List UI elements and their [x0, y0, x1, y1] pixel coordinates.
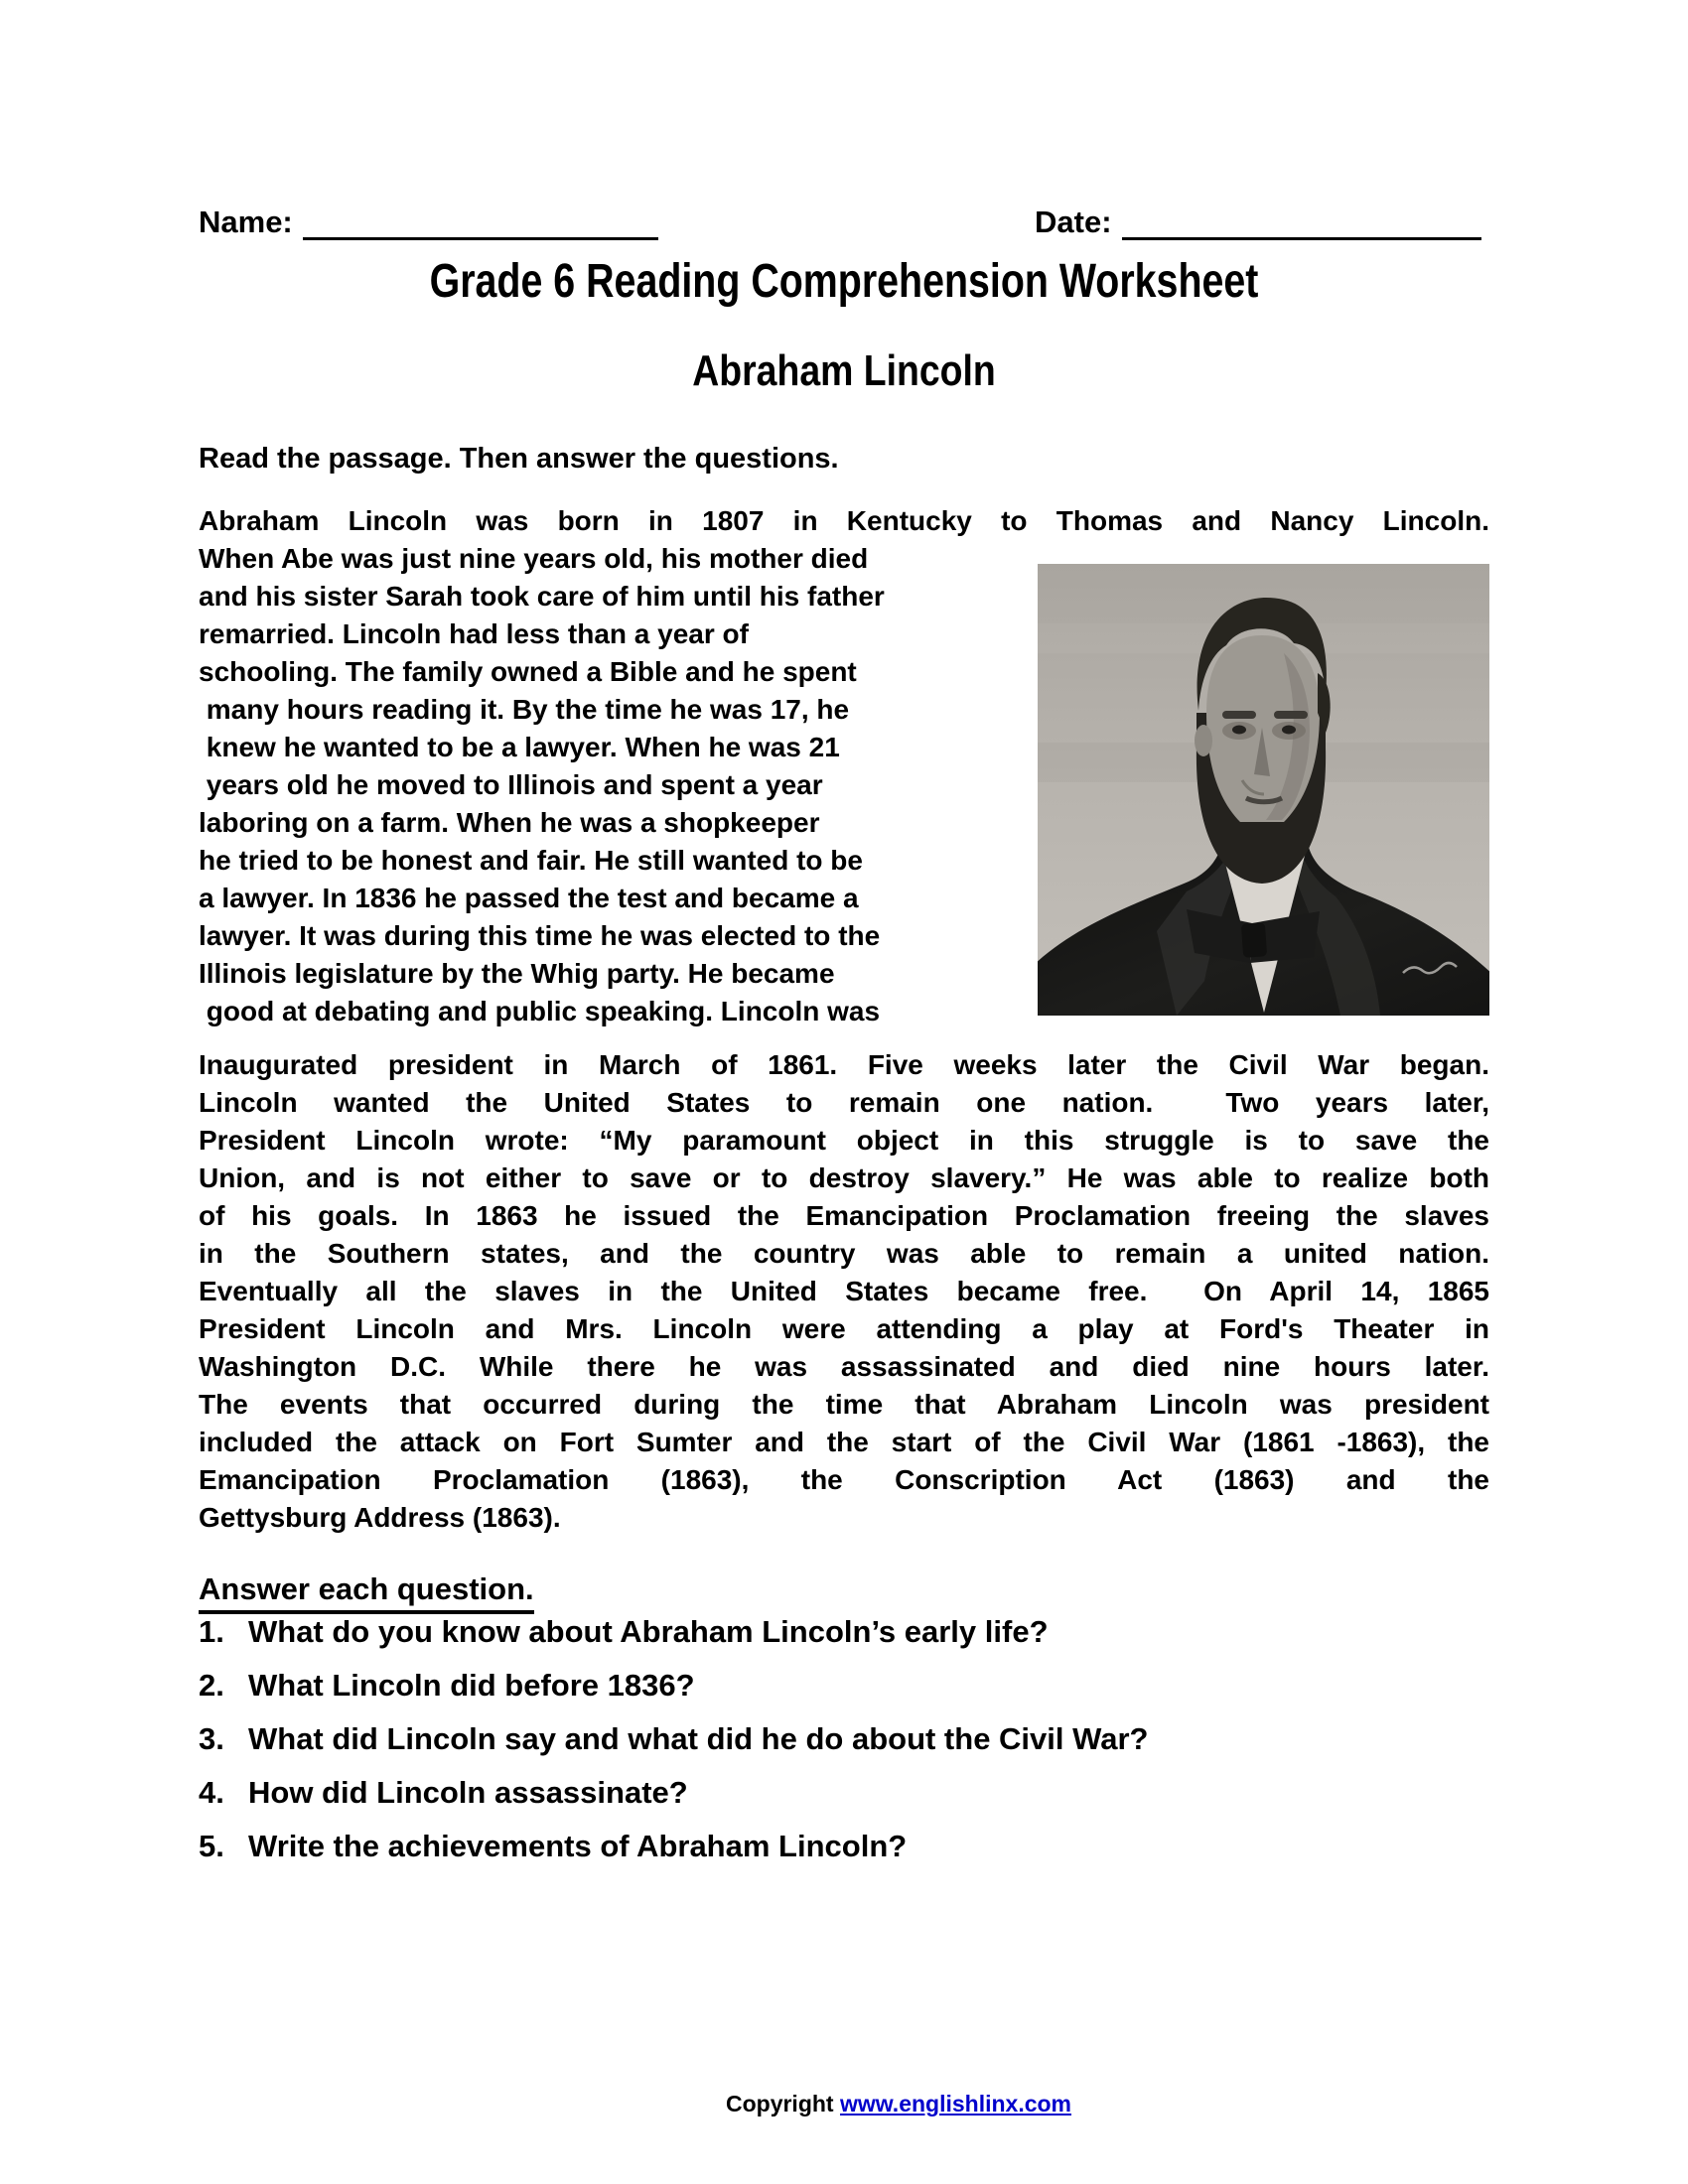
name-field-row	[199, 204, 658, 240]
reading-passage	[199, 502, 1489, 1537]
name-label: Name:	[199, 205, 293, 239]
englishlinx-link[interactable]: www.englishlinx.com	[839, 2091, 1072, 2116]
question-number: 1.	[199, 1614, 224, 1649]
passage-line: and his sister Sarah took care of him until his father	[199, 581, 885, 612]
passage-line: The events that occurred during the time that Abraham Lincoln was president	[199, 1389, 1489, 1420]
question-number: 5.	[199, 1829, 224, 1863]
passage-line: a lawyer. In 1836 he passed the test and became a	[199, 883, 859, 913]
passage-line: remarried. Lincoln had less than a year of	[199, 618, 749, 649]
passage-line: lawyer. It was during this time he was elected to the	[199, 920, 881, 951]
question-text: What Lincoln did before 1836?	[248, 1668, 695, 1703]
passage-line: he tried to be honest and fair. He still wanted to be	[199, 845, 863, 876]
lincoln-portrait-photo	[1038, 564, 1489, 1016]
passage-line: years old he moved to Illinois and spent a year	[199, 769, 823, 800]
copyright-label: Copyright	[725, 2091, 840, 2116]
page-title: Grade 6 Reading Comprehension Worksheet	[429, 255, 1259, 308]
passage-line: included the attack on Fort Sumter and the start of the Civil War (1861 -1863), the	[199, 1427, 1489, 1457]
question-list	[199, 1614, 1489, 1882]
question-item	[199, 1614, 1489, 1668]
passage-line: laboring on a farm. When he was a shopkeeper	[199, 807, 820, 838]
date-label: Date:	[1035, 205, 1112, 239]
page-subtitle: Abraham Lincoln	[692, 346, 996, 395]
passage-line: Union, and is not either to save or to destroy slavery.” He was able to realize both	[199, 1162, 1489, 1193]
question-text: Write the achievements of Abraham Lincoln?	[248, 1829, 908, 1863]
question-text: How did Lincoln assassinate?	[248, 1775, 688, 1810]
passage-instruction: Read the passage. Then answer the questions.	[199, 443, 839, 475]
question-text: What do you know about Abraham Lincoln’s early life?	[248, 1614, 1049, 1649]
question-number: 2.	[199, 1668, 224, 1703]
question-item	[199, 1829, 1489, 1882]
passage-line: President Lincoln and Mrs. Lincoln were attending a play at Ford's Theater in	[199, 1313, 1489, 1344]
passage-line: Gettysburg Address (1863).	[199, 1502, 561, 1533]
passage-line: in the Southern states, and the country was able to remain a united nation.	[199, 1238, 1489, 1269]
passage-line: Abraham Lincoln was born in 1807 in Kentucky to Thomas and Nancy Lincoln.	[199, 505, 1489, 536]
passage-line: Lincoln wanted the United States to remain one nation. Two years later,	[199, 1087, 1489, 1118]
passage-line: Washington D.C. While there he was assassinated and died nine hours later.	[199, 1351, 1489, 1382]
passage-line: many hours reading it. By the time he was 17, he	[199, 694, 850, 725]
question-text: What did Lincoln say and what did he do about the Civil War?	[248, 1721, 1149, 1756]
passage-line: schooling. The family owned a Bible and he spent	[199, 656, 857, 687]
passage-line: President Lincoln wrote: “My paramount object in this struggle is to save the	[199, 1125, 1489, 1156]
passage-line: Illinois legislature by the Whig party. He became	[199, 958, 835, 989]
passage-line: good at debating and public speaking. Lincoln was	[199, 996, 881, 1026]
passage-line: Emancipation Proclamation (1863), the Conscription Act (1863) and the	[199, 1464, 1489, 1495]
name-blank-line	[303, 204, 658, 240]
passage-line: Eventually all the slaves in the United States became free. On April 14, 1865	[199, 1276, 1489, 1306]
question-item	[199, 1721, 1489, 1775]
passage-line: of his goals. In 1863 he issued the Emancipation Proclamation freeing the slaves	[199, 1200, 1489, 1231]
passage-line: knew he wanted to be a lawyer. When he was 21	[199, 732, 840, 762]
copyright-footer	[253, 2091, 1544, 2117]
passage-line: Inaugurated president in March of 1861. Five weeks later the Civil War began.	[199, 1049, 1489, 1080]
question-item	[199, 1668, 1489, 1721]
date-field-row	[1035, 204, 1481, 240]
passage-line: When Abe was just nine years old, his mother died	[199, 543, 869, 574]
question-item	[199, 1775, 1489, 1829]
question-number: 4.	[199, 1775, 224, 1810]
date-blank-line	[1122, 204, 1481, 240]
question-number: 3.	[199, 1721, 224, 1756]
passage-continued	[199, 1046, 1489, 1537]
answer-section-heading: Answer each question.	[199, 1571, 534, 1614]
